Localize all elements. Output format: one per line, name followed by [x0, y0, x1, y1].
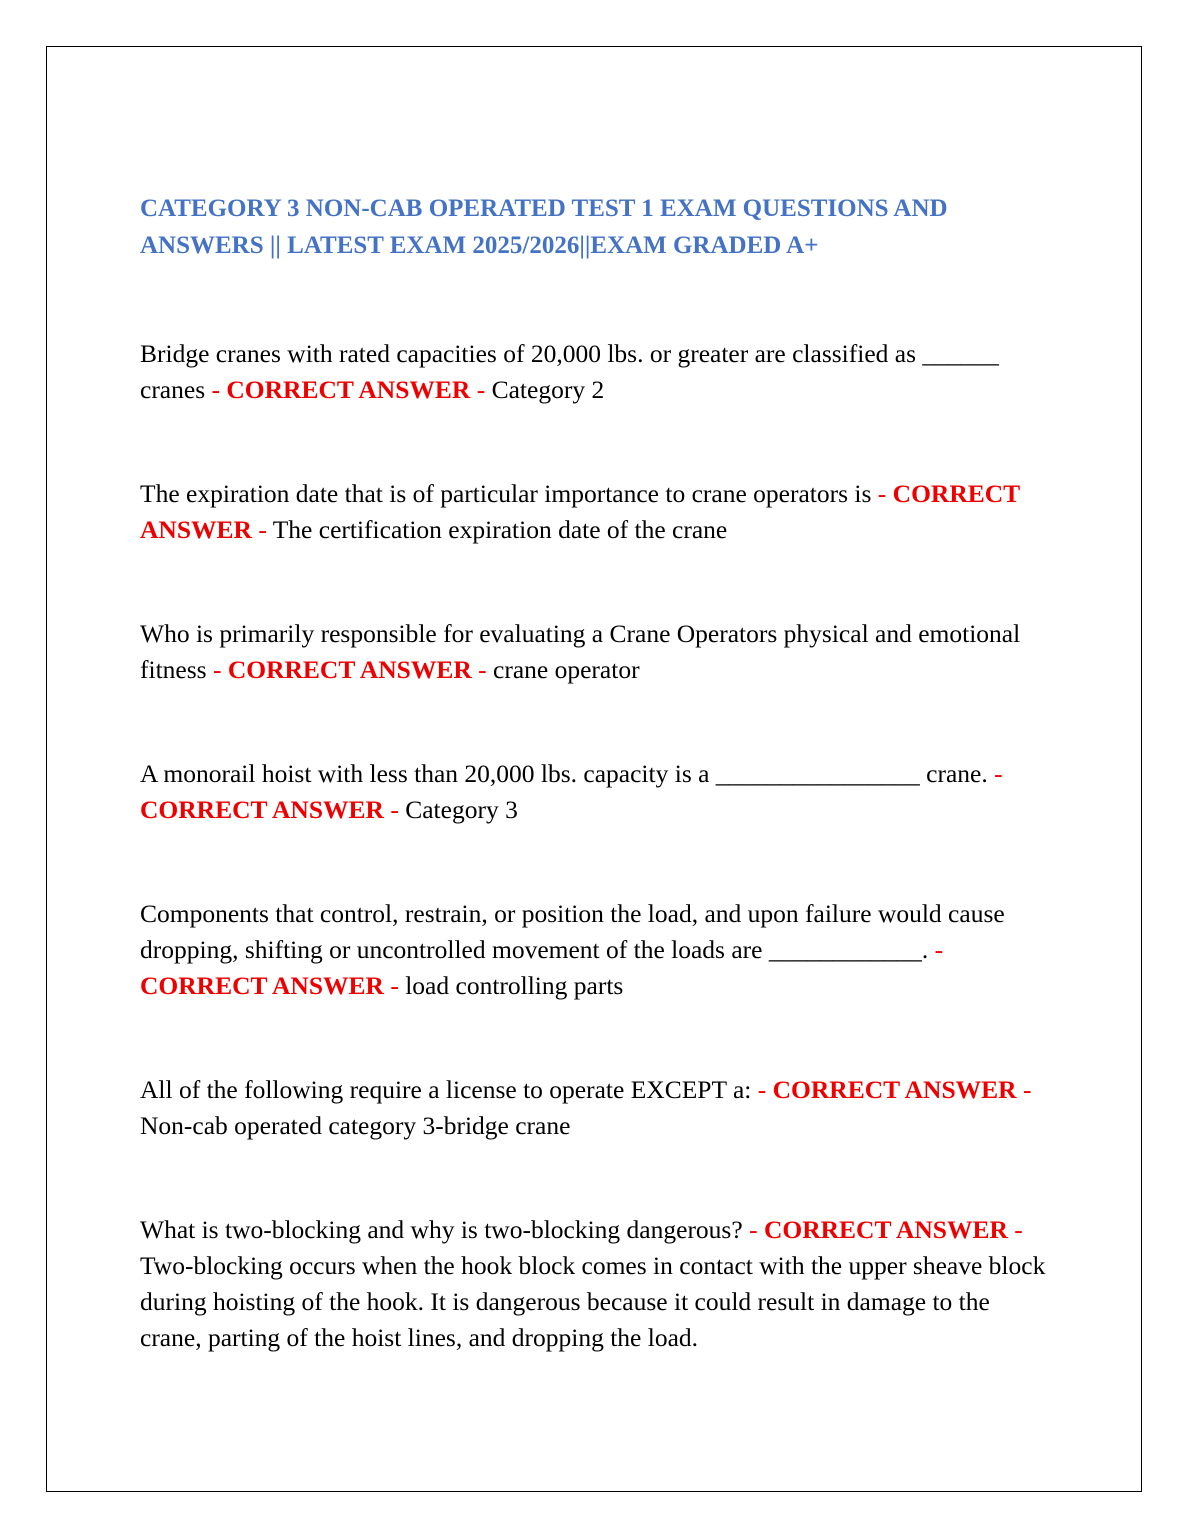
answer-text: Non-cab operated category 3-bridge crane: [140, 1111, 571, 1140]
answer-text: Category 2: [491, 375, 605, 404]
answer-text: The certification expiration date of the crane: [272, 515, 728, 544]
answer-text: Category 3: [405, 795, 518, 824]
answer-label: CORRECT ANSWER: [763, 1215, 1008, 1244]
separator: -: [390, 971, 399, 1000]
question-text: Who is primarily responsible for evaluating a Crane Operators physical and emotional fitness: [140, 619, 1021, 684]
question-text: What is two-blocking and why is two-blocking dangerous?: [140, 1215, 743, 1244]
separator: -: [877, 479, 887, 508]
answer-text: crane operator: [493, 655, 640, 684]
separator: -: [258, 515, 267, 544]
qa-item: [140, 896, 1052, 1004]
qa-item: [140, 1072, 1052, 1144]
separator: -: [211, 375, 220, 404]
separator: -: [478, 655, 487, 684]
separator: -: [749, 1215, 758, 1244]
separator: -: [757, 1075, 767, 1104]
separator: -: [476, 375, 486, 404]
answer-label: CORRECT ANSWER: [140, 795, 384, 824]
document-title: CATEGORY 3 NON-CAB OPERATED TEST 1 EXAM QUESTIONS AND ANSWERS || LATEST EXAM 2025/2026||EXAM GRADED A+: [140, 195, 948, 259]
question-text: The expiration date that is of particular importance to crane operators is: [140, 479, 872, 508]
qa-item: [140, 616, 1052, 688]
separator: -: [934, 935, 944, 964]
document-content: [140, 190, 1052, 1356]
qa-item: [140, 756, 1052, 828]
question-text: Bridge cranes with rated capacities of 20,000 lbs. or greater are classified as ______ cranes: [140, 339, 999, 404]
answer-label: CORRECT ANSWER: [772, 1075, 1017, 1104]
qa-item: [140, 1212, 1052, 1356]
answer-label: CORRECT ANSWER: [140, 479, 1020, 544]
separator: -: [212, 655, 222, 684]
question-text: All of the following require a license to operate EXCEPT a:: [140, 1075, 752, 1104]
answer-label: CORRECT ANSWER: [226, 375, 471, 404]
separator: -: [1014, 1215, 1023, 1244]
answer-label: CORRECT ANSWER: [140, 971, 384, 1000]
qa-item: [140, 476, 1052, 548]
separator: -: [994, 759, 1003, 788]
answer-text: Two-blocking occurs when the hook block comes in contact with the upper sheave block during hoisting of the hook. It is dangerous because it could result in damage to the crane, parting of the hoist lines, and dropping the load.: [140, 1251, 1046, 1352]
qa-item: [140, 336, 1052, 408]
answer-label: CORRECT ANSWER: [227, 655, 472, 684]
answer-text: load controlling parts: [405, 971, 624, 1000]
question-text: Components that control, restrain, or position the load, and upon failure would cause dropping, shifting or uncontrolled movement of the loads are ____________.: [140, 899, 1005, 964]
question-text: A monorail hoist with less than 20,000 lbs. capacity is a ________________ crane.: [140, 759, 988, 788]
separator: -: [1022, 1075, 1032, 1104]
separator: -: [390, 795, 399, 824]
